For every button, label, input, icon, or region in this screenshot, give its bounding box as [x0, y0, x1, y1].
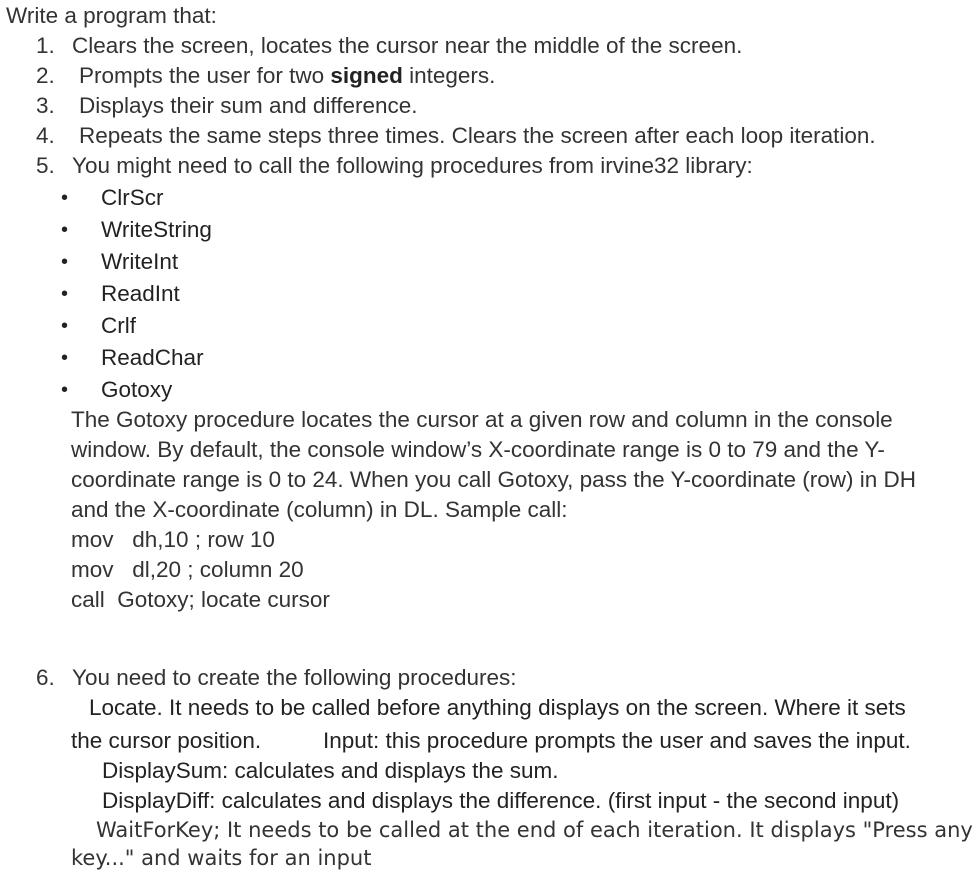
step-number: 4. — [36, 123, 55, 148]
procedure-name: WriteInt — [101, 249, 179, 274]
waitforkey-line: WaitForKey; It needs to be called at the end of each iteration. It displays "Press any — [96, 818, 973, 842]
step-text: You need to create the following procedures: — [72, 665, 517, 690]
bullet-icon: • — [61, 379, 69, 401]
bullet-icon: • — [61, 251, 69, 273]
displaysum-line: DisplaySum: calculates and displays the sum. — [102, 758, 559, 783]
procedure-name: WriteString — [101, 217, 212, 242]
step-number: 1. — [36, 33, 55, 58]
step-text: Repeats the same steps three times. Clears the screen after each loop iteration. — [79, 123, 876, 148]
procedure-name: Gotoxy — [101, 377, 173, 402]
locate-line: Locate. It needs to be called before anything displays on the screen. Where it sets — [89, 695, 906, 720]
procedure-name: Crlf — [101, 313, 136, 338]
bullet-icon: • — [61, 187, 69, 209]
bullet-icon: • — [61, 315, 69, 337]
step-text: You might need to call the following procedures from irvine32 library: — [72, 153, 753, 178]
paragraph-line: The Gotoxy procedure locates the cursor at a given row and column in the console — [71, 407, 893, 432]
procedure-name: ClrScr — [101, 185, 164, 210]
procedure-name: ReadInt — [101, 281, 180, 306]
intro-text: Write a program that: — [6, 3, 217, 28]
step-text: Displays their sum and difference. — [79, 93, 418, 118]
step-number: 5. — [36, 153, 55, 178]
paragraph-line: window. By default, the console window’s X-coordinate range is 0 to 79 and the Y- — [71, 437, 885, 462]
bullet-icon: • — [61, 283, 69, 305]
locate-line-cont: the cursor position. — [71, 728, 262, 753]
bullet-icon: • — [61, 347, 69, 369]
waitforkey-line-cont: key..." and waits for an input — [71, 846, 372, 870]
signed-emphasis: signed — [330, 63, 403, 88]
displaydiff-line: DisplayDiff: calculates and displays the difference. (first input - the second input) — [102, 788, 900, 813]
paragraph-line: and the X-coordinate (column) in DL. Sample call: — [71, 497, 568, 522]
code-line: mov dh,10 ; row 10 — [71, 527, 275, 552]
bullet-icon: • — [61, 219, 69, 241]
procedure-name: ReadChar — [101, 345, 204, 370]
code-line: mov dl,20 ; column 20 — [71, 557, 304, 582]
step-number: 6. — [36, 665, 55, 690]
paragraph-line: coordinate range is 0 to 24. When you call Gotoxy, pass the Y-coordinate (row) in DH — [71, 467, 917, 492]
input-line: Input: this procedure prompts the user and saves the input. — [323, 728, 911, 753]
step-number: 3. — [36, 93, 55, 118]
step-text: Prompts the user for two signed integers. — [79, 63, 496, 88]
code-line: call Gotoxy; locate cursor — [71, 587, 330, 612]
step-number: 2. — [36, 63, 55, 88]
step-text: Clears the screen, locates the cursor near the middle of the screen. — [72, 33, 743, 58]
